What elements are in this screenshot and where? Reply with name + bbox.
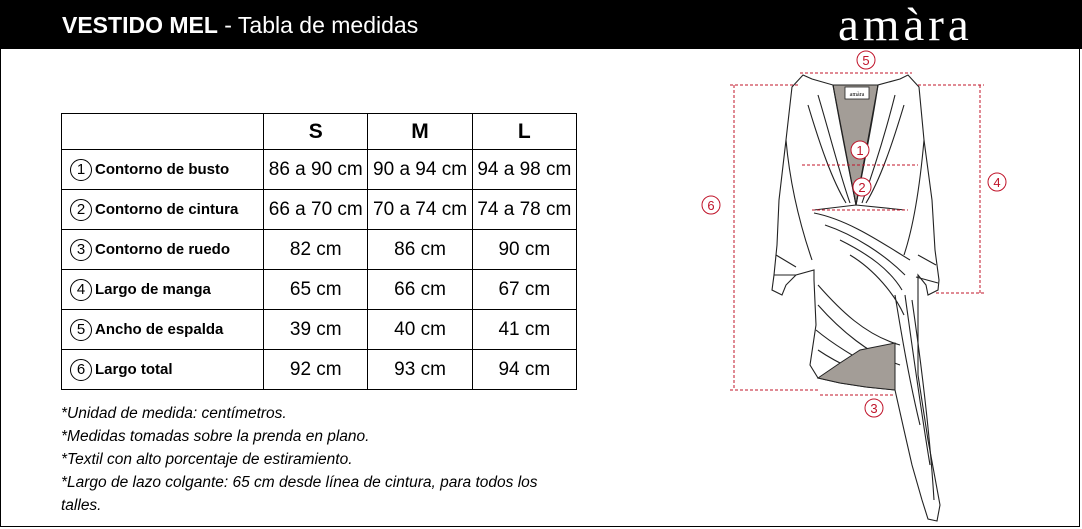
row-label-text: Largo de manga: [95, 280, 211, 298]
svg-text:2: 2: [858, 180, 866, 195]
table-cell: 41 cm: [472, 310, 576, 350]
table-cell: 74 a 78 cm: [472, 190, 576, 230]
column-header-m: M: [368, 114, 472, 150]
table-row: [62, 270, 577, 310]
row-label-text: Contorno de ruedo: [95, 240, 230, 258]
table-cell: 67 cm: [472, 270, 576, 310]
number-badge: 3: [70, 239, 92, 261]
row-label: [62, 190, 264, 230]
svg-text:1: 1: [856, 143, 864, 158]
neck-tag-text: amàra: [849, 92, 865, 98]
row-label: [62, 150, 264, 190]
table-cell: 86 cm: [368, 230, 472, 270]
number-badge: 2: [70, 199, 92, 221]
page-title: [62, 11, 418, 39]
table-cell: 70 a 74 cm: [368, 190, 472, 230]
row-label: [62, 270, 264, 310]
table-cell: 66 a 70 cm: [264, 190, 368, 230]
table-cell: 40 cm: [368, 310, 472, 350]
table-header-row: [62, 114, 577, 150]
table-cell: 82 cm: [264, 230, 368, 270]
product-name: VESTIDO MEL: [62, 12, 218, 38]
table-cell: 94 cm: [472, 350, 576, 390]
table-row: [62, 190, 577, 230]
table-cell: 86 a 90 cm: [264, 150, 368, 190]
table-row: [62, 350, 577, 390]
table-cell: 93 cm: [368, 350, 472, 390]
table-row: [62, 230, 577, 270]
note-line: *Unidad de medida: centímetros.: [61, 405, 287, 422]
row-label-text: Ancho de espalda: [95, 320, 224, 338]
svg-text:4: 4: [993, 175, 1001, 190]
marker-1: [851, 141, 869, 159]
notes-section: [61, 402, 581, 517]
marker-5: [857, 51, 875, 69]
marker-3: [865, 399, 883, 417]
table-cell: 66 cm: [368, 270, 472, 310]
row-label: [62, 350, 264, 390]
size-table: [61, 113, 577, 390]
number-badge: 1: [70, 159, 92, 181]
brand-logo: amàra: [838, 0, 973, 51]
table-row: [62, 310, 577, 350]
table-cell: 39 cm: [264, 310, 368, 350]
header-bar: [0, 0, 1082, 49]
marker-4: [988, 173, 1006, 191]
marker-2: [853, 178, 871, 196]
number-badge: 5: [70, 319, 92, 341]
column-header-l: L: [472, 114, 576, 150]
svg-text:5: 5: [862, 53, 870, 68]
row-label-text: Contorno de cintura: [95, 200, 239, 218]
note-line: *Medidas tomadas sobre la prenda en plano.: [61, 428, 370, 445]
row-label: [62, 310, 264, 350]
marker-6: [702, 196, 720, 214]
number-badge: 4: [70, 279, 92, 301]
table-cell: 90 a 94 cm: [368, 150, 472, 190]
note-line: *Textil con alto porcentaje de estiramiento.: [61, 451, 353, 468]
title-subtitle: - Tabla de medidas: [217, 12, 419, 38]
table-cell: 92 cm: [264, 350, 368, 390]
header-corner-cell: [62, 114, 264, 150]
table-cell: 65 cm: [264, 270, 368, 310]
table-row: [62, 150, 577, 190]
number-badge: 6: [70, 359, 92, 381]
table-cell: 90 cm: [472, 230, 576, 270]
svg-text:6: 6: [707, 198, 715, 213]
dress-diagram: [690, 45, 1030, 529]
table-cell: 94 a 98 cm: [472, 150, 576, 190]
note-line: *Largo de lazo colgante: 65 cm desde línea de cintura, para todos los talles.: [61, 474, 538, 514]
row-label-text: Contorno de busto: [95, 160, 230, 178]
column-header-s: S: [264, 114, 368, 150]
row-label-text: Largo total: [95, 360, 173, 378]
svg-text:3: 3: [870, 401, 878, 416]
row-label: [62, 230, 264, 270]
